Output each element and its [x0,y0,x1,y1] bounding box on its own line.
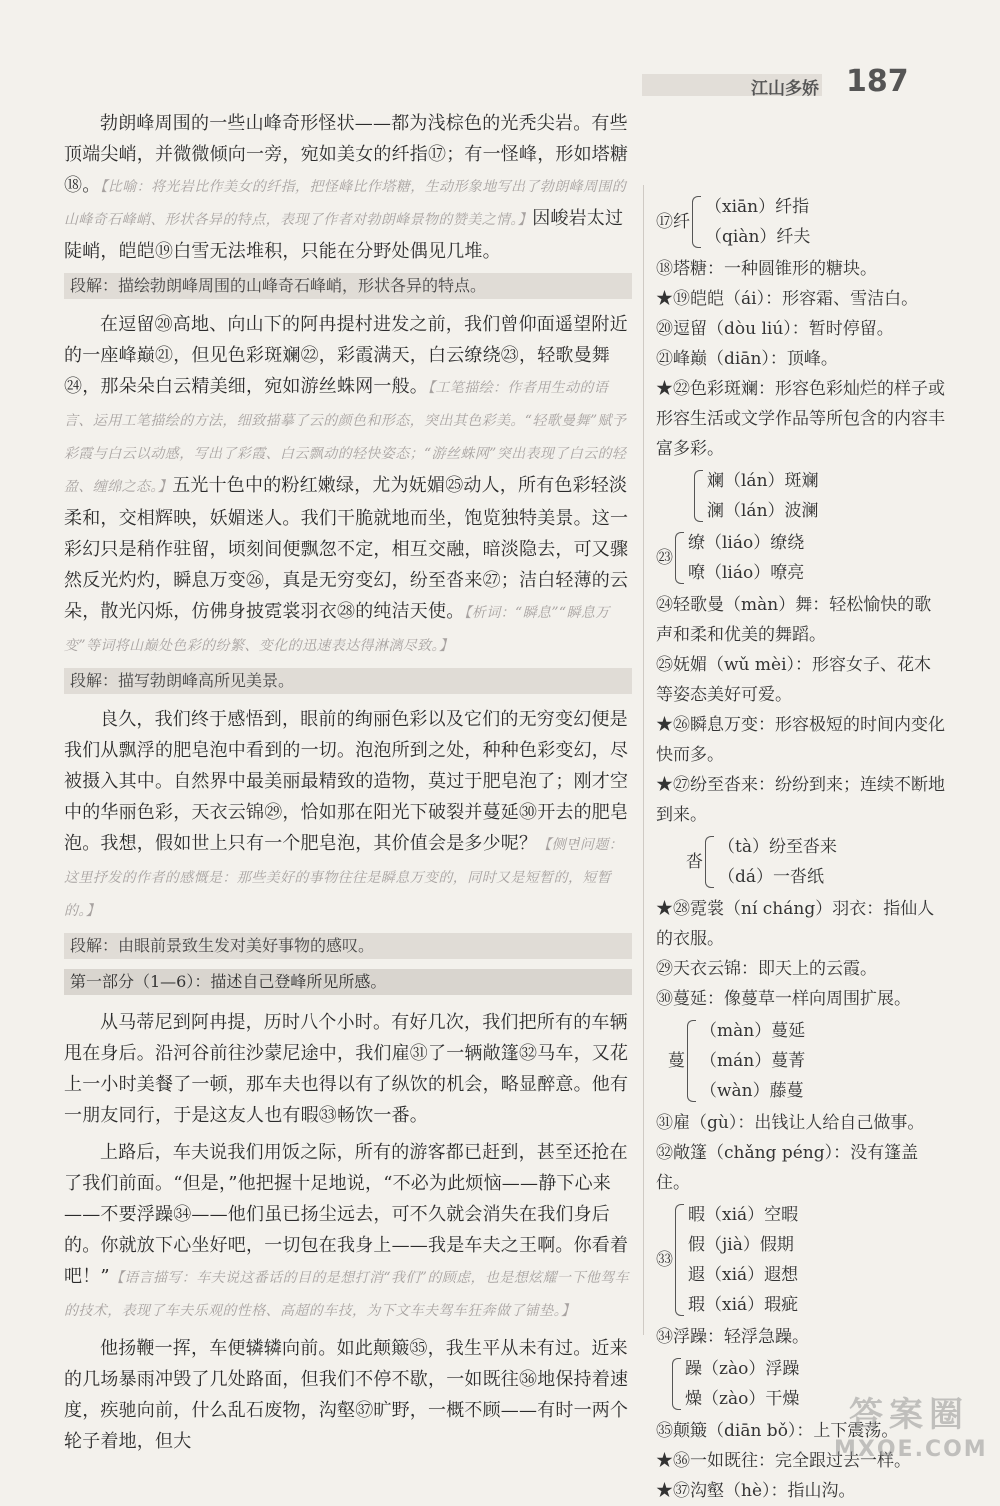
annotation-note: 【工笔描绘：作者用生动的语言、运用工笔描绘的方法，细致描摹了云的颜色和形态，突出其色彩美。“轻歌曼舞”赋予彩霞与白云以动感，写出了彩霞、白云飘动的轻快姿态；“游丝蛛网”突出表现了白云的轻盈、缠绵之态。】 [64,380,627,495]
glossary-entry: ㉑峰巅（diān）：顶峰。 [656,349,838,369]
glossary-entry: ㉛雇（gù）：出钱让人给自己做事。 [656,1113,925,1133]
group-head: 蔓 [668,1051,685,1071]
group-head: ㉝ [656,1250,673,1270]
text: 上路后，车夫说我们用饭之际，所有的游客都已赶到，甚至还抢在了我们前面。“但是，”他把握十足地说，“不必为此烦恼——静下心来——不要浮躁㉞——他们虽已扬尘远去，可不久就会消失在我们身后的。你就放下心坐好吧，一切包在我身上——我是车夫之王啊。你看着吧！” [64,1142,629,1287]
group-item: 斓（lán）斑斓 [707,471,819,491]
glossary-entry: ㉔轻歌曼（màn）舞：轻松愉快的歌声和柔和优美的舞蹈。 [656,595,932,645]
annotation-note: 【比喻：将光岩比作美女的纤指，把怪峰比作塔糖，生动形象地写出了勃朗峰周围的山峰奇石峰峭、形状各异的特点，表现了作者对勃朗峰景物的赞美之情。】 [64,179,627,228]
brace [687,1020,696,1102]
paragraph [64,704,632,927]
text: 勃朗峰周围的一些山峰奇形怪状——都为浅棕色的光秃尖岩。有些顶端尖峭，并微微倾向一旁，宛如美女的纤指⑰；有一怪峰，形如塔糖⑱。 [64,113,629,196]
group-head: ㉓ [656,548,673,568]
group-item: （qiàn）纤夫 [705,227,811,247]
glossary-group [656,192,946,252]
annotation-note: 【语言描写：车夫说这番话的目的是想打消“我们”的顾虑，也是想炫耀一下他驾车的技术，表现了车夫乐观的性格、高超的车技，为下文车夫驾车狂奔做了铺垫。】 [64,1270,629,1319]
glossary-entry: ⑳逗留（dòu liú）：暂时停留。 [656,319,894,339]
glossary-entry: ★㉖瞬息万变：形容极短的时间内变化快而多。 [656,715,945,765]
group-item: 暇（xiá）空暇 [688,1205,799,1225]
section-title: 江山多娇 [751,79,819,99]
glossary-entry: ㉙天衣云锦：即天上的云霞。 [656,959,877,979]
group-item: 缭（liáo）缭绕 [688,533,805,553]
text: 五光十色中的粉红嫩绿，尤为妩媚㉕动人，所有色彩轻淡柔和，交相辉映，妖媚迷人。我们干脆就地而坐，饱览独特美景。这一彩幻只是稍作驻留，顷刻间便飘忽不定，相互交融，暗淡隐去，可又骤然反光灼灼，瞬息万变㉖，真是无穷变幻，纷至沓来㉗；洁白轻薄的云朵，散光闪烁，仿佛身披霓裳羽衣㉘的纯洁天使。 [64,475,629,622]
group-item: 燥（zào）干燥 [685,1389,800,1409]
glossary-entry: ㉟颠簸（diān bǒ）：上下震荡。 [656,1421,899,1441]
glossary-group [656,1200,946,1320]
paragraph-analysis: 段解：描绘勃朗峰周围的山峰奇石峰峭，形状各异的特点。 [64,273,632,299]
text: 在逗留⑳高地、向山下的阿冉提村进发之前，我们曾仰面遥望附近的一座峰巅㉑，但见色彩斑斓㉒，彩霞满天，白云缭绕㉓，轻歌曼舞㉔，那朵朵白云精美细，宛如游丝蛛网一般。 [64,314,628,397]
watermark-text: 答案圈 [849,1395,969,1435]
annotation-note: 【侧면问题：这里抒发的作者的感慨是：那些美好的事物往往是瞬息万变的，同时又是短暂的，短暂的。】 [64,837,624,919]
group-item: 澜（lán）波澜 [707,501,819,521]
glossary-group [656,466,946,526]
glossary-entry: ㉕妩媚（wǔ mèi）：形容女子、花木等姿态美好可爱。 [656,655,932,705]
paragraph [64,1137,632,1327]
group-item: 遐（xiá）遐想 [688,1265,799,1285]
glossary-entry: ★⑲皑皑（ái）：形容霜、雪洁白。 [656,289,919,309]
group-item: （tà）纷至沓来 [718,837,837,857]
glossary-entry: ★㉘霓裳（ní cháng）羽衣：指仙人的衣服。 [656,899,935,949]
brace [675,1204,684,1316]
group-item: （màn）蔓延 [700,1021,806,1041]
group-item: （xiān）纤指 [705,197,810,217]
paragraph: 从马蒂尼到阿冉提，历时八个小时。有好几次，我们把所有的车辆甩在身后。沿河谷前往沙蒙尼途中，我们雇㉛了一辆敞篷㉜马车，又花上一小时美餐了一顿，那车夫也得以有了纵饮的机会，略显醉意。他有一朋友同行，于是这友人也有暇㉝畅饮一番。 [64,1012,629,1126]
brace [694,470,703,522]
group-head: 沓 [686,852,703,872]
glossary-entry: ㉜敞篷（chǎng péng）：没有篷盖住。 [656,1143,919,1193]
page-number: 187 [846,64,909,99]
glossary-entry: ⑱塔糖：一种圆锥形的糖块。 [656,259,877,279]
glossary-entry: ★㊲沟壑（hè）：指山沟。 [656,1481,856,1501]
paragraph-analysis: 段解：由眼前景致生发对美好事物的感叹。 [64,933,632,959]
text: 良久，我们终于感悟到，眼前的绚丽色彩以及它们的无穷变幻便是我们从飘浮的肥皂泡中看到的一切。泡泡所到之处，种种色彩变幻，尽被摄入其中。自然界中最美丽最精致的造物，莫过于肥皂泡了；刚才空中的华丽色彩，天衣云锦㉙，恰如那在阳光下破裂并蔓延㉚开去的肥皂泡。我想，假如世上只有一个肥皂泡，其价值会是多少呢？ [64,709,629,854]
paragraph [64,309,632,662]
paragraph-analysis: 段解：描写勃朗峰高所见美景。 [64,668,632,694]
group-item: （mán）蔓菁 [700,1051,806,1071]
group-item: （dá）一沓纸 [718,867,825,887]
group-item: 假（jià）假期 [688,1235,794,1255]
group-item: 瑕（xiá）瑕疵 [688,1295,799,1315]
brace [692,196,701,248]
column-divider [643,185,644,1335]
group-item: 躁（zào）浮躁 [685,1359,800,1379]
glossary-entry: ★㉒色彩斑斓：形容色彩灿烂的样子或形容生活或文学作品等所包含的内容丰富多彩。 [656,379,945,459]
group-head: ⑰纤 [656,212,690,232]
main-text [64,108,632,1452]
glossary-entry: ★㉗纷至沓来：纷纷到来；连续不断地到来。 [656,775,945,825]
paragraph: 他扬鞭一挥，车便辚辚向前。如此颠簸㉟，我生平从未有过。近来的几场暴雨冲毁了几处路面，但我们不停不歇，一如既往㊱地保持着速度，疾驰向前，什么乱石废物，沟壑㊲旷野，一概不顾——有时一两个轮子着地，但大 [64,1338,629,1452]
glossary-group [656,832,946,892]
group-item: （wàn）藤蔓 [700,1081,804,1101]
watermark-url: MXQE.COM [834,1437,988,1462]
brace [705,836,714,888]
glossary-entry: ㉚蔓延：像蔓草一样向周围扩展。 [656,989,911,1009]
glossary-group [656,528,946,588]
watermark-logo [834,1393,988,1473]
glossary-group [656,1016,946,1106]
part-summary: 第一部分（1—6）：描述自己登峰所见所感。 [64,969,632,995]
brace [675,532,684,584]
annotation-note: 【析词：“瞬息”“瞬息万变”等词将山巅处色彩的纷繁、变化的迅速表达得淋漓尽致。】 [64,605,610,654]
page-header [636,64,936,104]
glossary-entry: ㉞浮躁：轻浮急躁。 [656,1327,809,1347]
glossary-entry: ★㊱一如既往：完全跟过去一样。 [656,1451,911,1471]
group-item: 嘹（liáo）嘹亮 [688,563,805,583]
brace [672,1358,681,1410]
paragraph [64,108,632,267]
text: 因峻岩太过陡峭，皑皑⑲白雪无法堆积，只能在分野处偶见几堆。 [64,208,624,262]
